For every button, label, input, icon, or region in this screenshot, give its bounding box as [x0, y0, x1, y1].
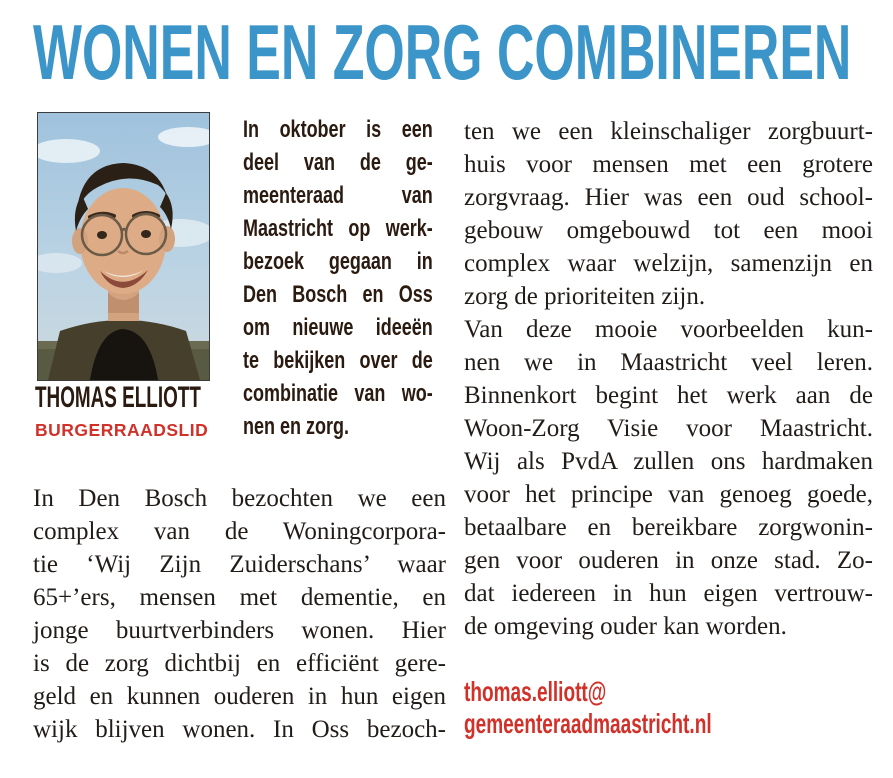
text-line: 65+’ers, mensen met dementie, en: [33, 584, 446, 611]
text-line: nen en zorg.: [243, 413, 350, 440]
text-line: Van deze mooie voorbeelden kun-: [464, 316, 873, 343]
text-line: Maastricht op werk-: [243, 215, 433, 242]
author-name: THOMAS ELLIOTT: [35, 381, 201, 414]
body-column-left: [33, 482, 446, 746]
text-line: de omgeving ouder kan worden.: [464, 613, 787, 640]
text-line: meenteraad van: [243, 182, 433, 209]
text-line: Den Bosch en Oss: [243, 281, 433, 308]
body-column-right: [464, 115, 873, 643]
text-line: In Den Bosch bezochten we een: [33, 485, 446, 512]
text-line: Woon-Zorg Visie voor Maastricht.: [464, 415, 873, 442]
text-line: combinatie van wo-: [243, 380, 433, 407]
author-role: BURGERRAADSLID: [35, 420, 209, 440]
text-line: voor het principe van genoeg goede,: [464, 481, 873, 508]
contact-email: [464, 676, 750, 740]
portrait-photo: [38, 113, 209, 380]
contact-email-line1: thomas.elliott@: [464, 676, 607, 707]
text-line: gen voor ouderen in onze stad. Zo-: [464, 547, 873, 574]
text-line: om nieuwe ideeën: [243, 314, 433, 341]
text-line: nen we in Maastricht veel leren.: [464, 349, 873, 376]
text-line: tie ‘Wij Zijn Zuiderschans’ waar: [33, 551, 446, 578]
article-headline: WONEN EN ZORG COMBINEREN: [33, 8, 852, 96]
text-line: In oktober is een: [243, 116, 433, 143]
text-line: te bekijken over de: [243, 347, 433, 374]
text-line: is de zorg dichtbij en efficiënt gere-: [33, 650, 446, 677]
text-line: geld en kunnen ouderen in hun eigen: [33, 683, 446, 710]
author-photo: [37, 112, 210, 381]
text-line: deel van de ge-: [243, 149, 433, 176]
text-line: complex waar welzijn, samenzijn en: [464, 250, 873, 277]
text-line: zorg de prioriteiten zijn.: [464, 283, 706, 310]
text-line: huis voor mensen met een grotere: [464, 151, 873, 178]
text-line: dat iedereen in hun eigen vertrouw-: [464, 580, 873, 607]
text-line: jonge buurtverbinders wonen. Hier: [33, 617, 446, 644]
text-line: Wij als PvdA zullen ons hardmaken: [464, 448, 873, 475]
text-line: Binnenkort begint het werk aan de: [464, 382, 873, 409]
text-line: betaalbare en bereikbare zorgwonin-: [464, 514, 873, 541]
contact-email-line2: gemeenteraadmaastricht.nl: [464, 708, 712, 739]
article-intro: [243, 113, 433, 443]
text-line: wijk blijven wonen. In Oss bezoch-: [33, 716, 446, 743]
text-line: bezoek gegaan in: [243, 248, 433, 275]
text-line: zorgvraag. Hier was een oud school-: [464, 184, 873, 211]
text-line: complex van de Woningcorpora-: [33, 518, 446, 545]
text-line: gebouw omgebouwd tot een mooi: [464, 217, 873, 244]
text-line: ten we een kleinschaliger zorgbuurt-: [464, 118, 873, 145]
